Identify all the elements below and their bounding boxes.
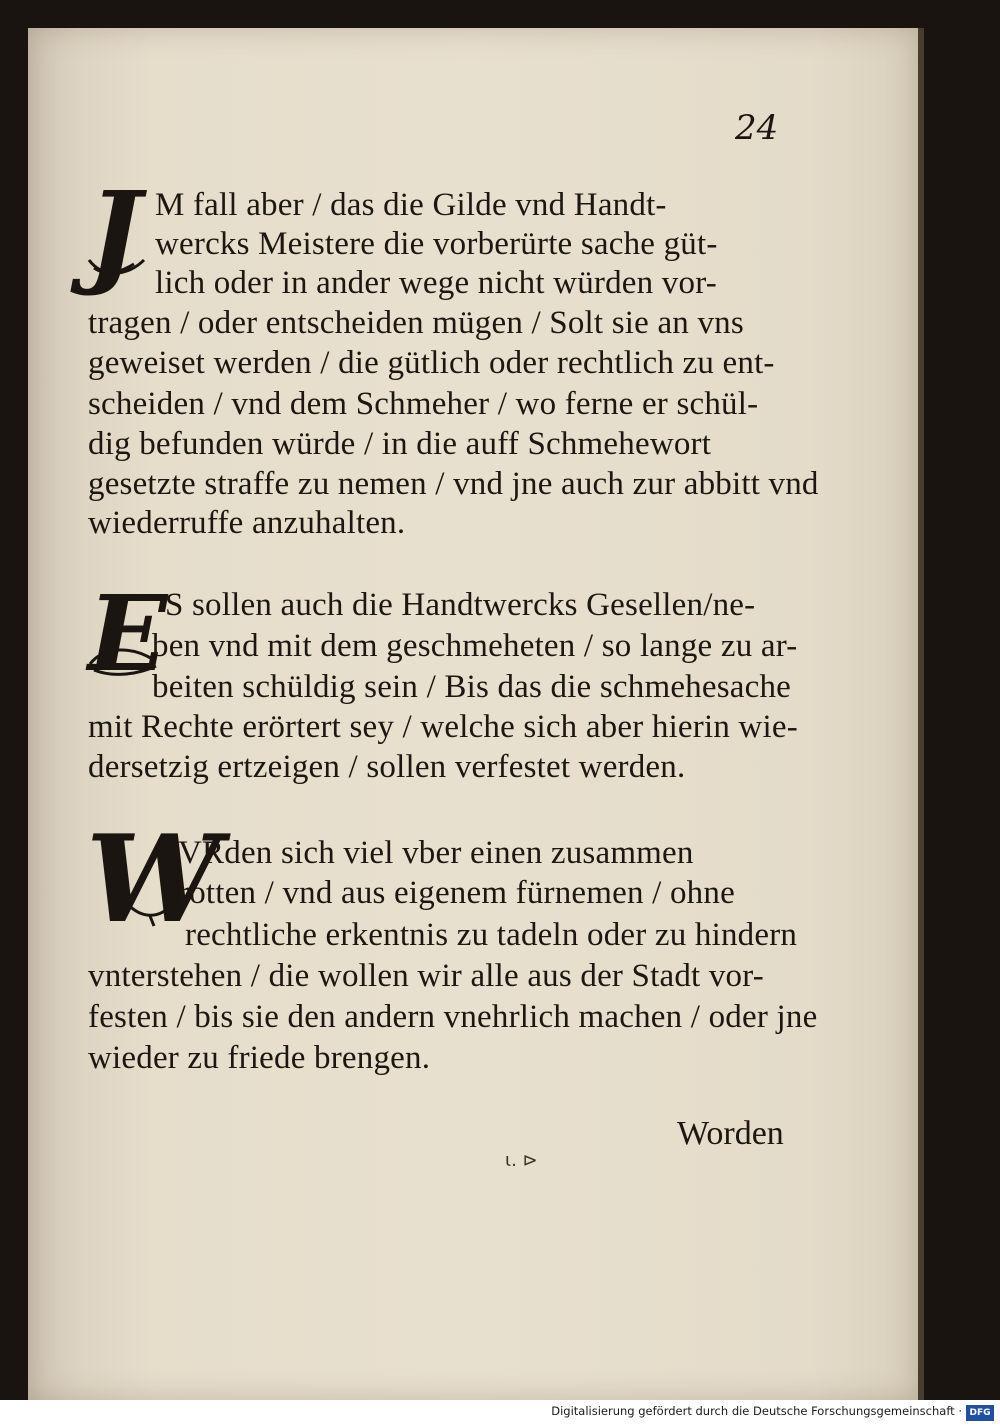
- text-line: wieder zu friede brengen.: [88, 1040, 431, 1076]
- decorated-initial-w: W: [86, 809, 221, 950]
- decorated-initial-i: J: [88, 168, 141, 299]
- page-number: 24: [735, 108, 779, 148]
- text-line: scheiden / vnd dem Schmeher / wo ferne er schül-: [88, 386, 759, 422]
- text-line: wercks Meistere die vorberürte sache güt-: [155, 226, 718, 262]
- text-line: festen / bis sie den andern vnehrlich machen / oder jne: [88, 999, 818, 1035]
- text-line: rechtliche erkentnis zu tadeln oder zu hindern: [185, 917, 798, 953]
- text-line: M fall aber / das die Gilde vnd Handt-: [155, 187, 667, 223]
- dfg-logo-icon: DFG: [966, 1405, 994, 1421]
- text-line: gesetzte straffe zu nemen / vnd jne auch zur abbitt vnd: [88, 466, 819, 502]
- text-line: dersetzig ertzeigen / sollen verfestet werden.: [88, 749, 686, 785]
- text-line: dig befunden würde / in die auff Schmehewort: [88, 426, 712, 462]
- catchword: Worden: [677, 1115, 784, 1152]
- text-line: ben vnd mit dem geschmeheten / so lange zu ar-: [152, 628, 798, 664]
- initial-flourish-icon: [84, 230, 154, 280]
- text-line: rotten / vnd aus eigenem fürnemen / ohne: [178, 875, 735, 911]
- text-line: lich oder in ander wege nicht würden vor-: [155, 265, 717, 301]
- funding-credit: Digitalisierung gefördert durch die Deutsche Forschungsgemeinschaft ·: [551, 1404, 962, 1418]
- text-line: wiederruffe anzuhalten.: [88, 505, 406, 541]
- text-line: vnterstehen / die wollen wir alle aus der Stadt vor-: [88, 958, 764, 994]
- text-line: tragen / oder entscheiden mügen / Solt sie an vns: [88, 305, 744, 341]
- initial-flourish-icon: [120, 890, 180, 930]
- text-line: mit Rechte erörtert sey / welche sich aber hierin wie-: [88, 709, 798, 745]
- text-line: S sollen auch die Handtwercks Gesellen/ne-: [165, 587, 756, 623]
- decorated-initial-e: E: [88, 572, 168, 695]
- footer-bar: [0, 1400, 1000, 1427]
- text-line: geweiset werden / die gütlich oder rechtlich zu ent-: [88, 345, 775, 381]
- stray-marks: ι. ⊳: [505, 1150, 538, 1171]
- page-edge: [918, 28, 924, 1400]
- text-line: VRden sich viel vber einen zusammen: [178, 835, 694, 871]
- text-line: beiten schüldig sein / Bis das die schmehesache: [152, 669, 791, 705]
